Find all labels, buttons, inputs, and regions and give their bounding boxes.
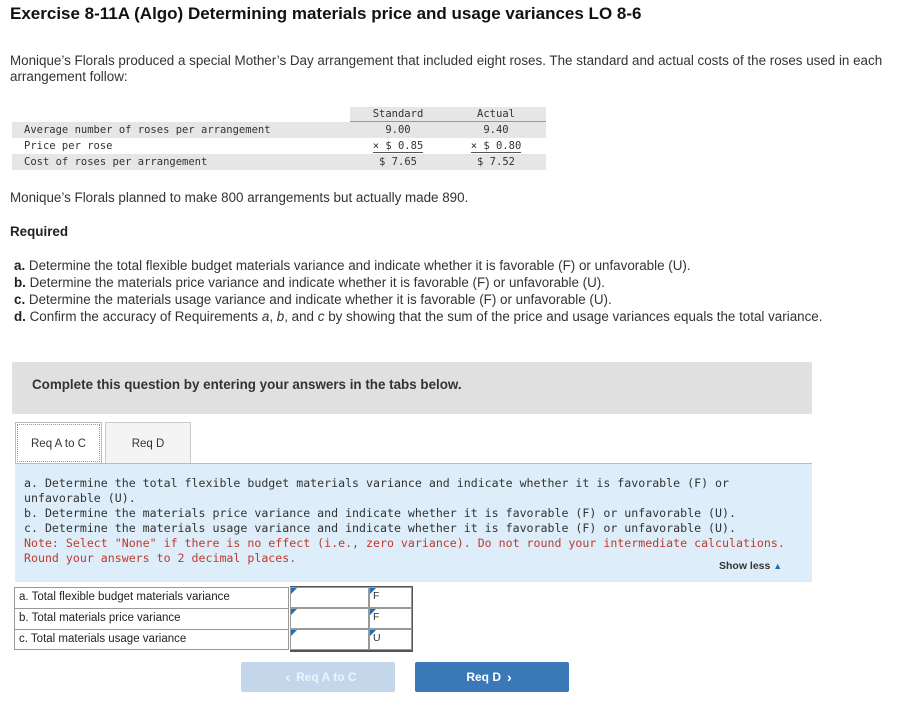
answer-label-c: c. Total materials usage variance [14, 629, 289, 650]
row-label: Average number of roses per arrangement [24, 123, 271, 136]
page-title: Exercise 8-11A (Algo) Determining materials price and usage variances LO 8-6 [10, 4, 642, 23]
chevron-left-icon: ‹ [285, 669, 291, 685]
standard-value: $ 7.65 [379, 156, 417, 168]
table-row [12, 138, 546, 154]
tab-req-a-to-c[interactable]: Req A to C [15, 422, 102, 464]
requirements-list [14, 257, 884, 325]
triangle-up-icon: ▲ [773, 561, 783, 571]
tab-req-d[interactable]: Req D [105, 422, 191, 464]
answer-label-b: b. Total materials price variance [14, 608, 289, 629]
banner-text: Complete this question by entering your answers in the tabs below. [32, 377, 462, 392]
effect-select-a[interactable]: F [369, 587, 412, 608]
prev-tab-button[interactable]: ‹ Req A to C [241, 662, 395, 692]
requirement-item: a. Determine the total flexible budget materials variance and indicate whether it is favorable (F) or unfavorable (U). [14, 258, 691, 273]
row-label: Price per rose [24, 140, 113, 152]
table-row [12, 122, 546, 139]
panel-instructions: a. Determine the total flexible budget materials variance and indicate whether it is favorable (F) or unfavorable (U). b. Determine the materials price variance and indicate whether it is favorable (F) or unfavorable (U). c. Determine the materials usage variance and indicate whether it is favorable (F) or unfavorable (U). Note: Select "None" if there is no effect (i.e., zero variance). Do not round your intermediate calculations. Round your answers to 2 decimal places. [24, 476, 794, 566]
show-less-link[interactable]: Show less ▲ [719, 560, 783, 572]
standard-value: × $ 0.85 [372, 140, 424, 152]
actual-value: $ 7.52 [477, 156, 515, 168]
variance-input-c[interactable] [290, 629, 369, 650]
actual-value: 9.40 [483, 124, 509, 136]
chevron-right-icon: › [507, 669, 512, 685]
required-heading: Required [10, 224, 69, 239]
effect-select-b[interactable]: F [369, 608, 412, 629]
table-row [12, 154, 546, 170]
actual-header: Actual [446, 107, 546, 122]
cost-table [12, 107, 546, 170]
intro-text: Monique’s Florals produced a special Mother’s Day arrangement that included eight roses. The standard and actual costs of the roses used in each arrangement follow: [10, 53, 883, 84]
instruction-banner [12, 362, 812, 414]
panel-note: Note: Select "None" if there is no effect (i.e., zero variance). Do not round your intermediate calculations. Round your answers to 2 decimal places. [24, 536, 785, 565]
row-label: Cost of roses per arrangement [24, 156, 208, 168]
variance-input-a[interactable] [290, 587, 369, 608]
requirement-item: c. Determine the materials usage variance and indicate whether it is favorable (F) or unfavorable (U). [14, 292, 612, 307]
answer-label-a: a. Total flexible budget materials variance [14, 587, 289, 608]
standard-header: Standard [350, 107, 446, 122]
actual-value: × $ 0.80 [470, 140, 522, 152]
standard-value: 9.00 [385, 124, 411, 136]
variance-input-b[interactable] [290, 608, 369, 629]
effect-select-c[interactable]: U [369, 629, 412, 650]
requirement-item: b. Determine the materials price variance and indicate whether it is favorable (F) or unfavorable (U). [14, 275, 605, 290]
next-tab-button[interactable]: Req D › [415, 662, 569, 692]
requirement-item: d. Confirm the accuracy of Requirements a, b, and c by showing that the sum of the price and usage variances equals the total variance. [14, 309, 823, 324]
plan-line: Monique’s Florals planned to make 800 arrangements but actually made 890. [10, 190, 469, 205]
